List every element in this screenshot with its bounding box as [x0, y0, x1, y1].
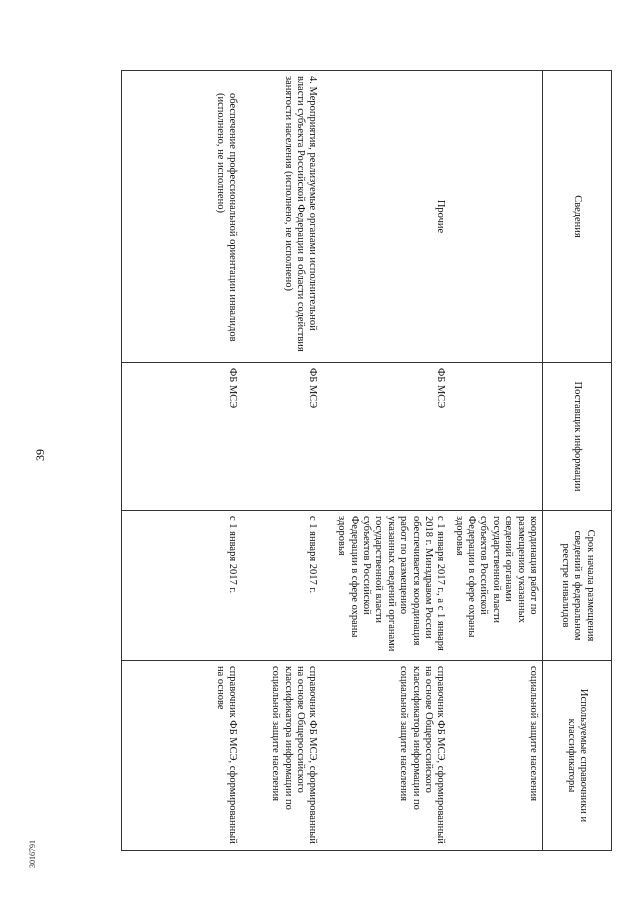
cell-postavshik: ФБ МСЭ — [121, 363, 241, 511]
cell-postavshik: ФБ МСЭ — [241, 363, 321, 511]
cell-svedeniya: 4. Мероприятия, реализуемые органами исполнительной власти субъекта Российской Федерации в области содействия занятости населения (исполнено, не исполнено) — [241, 71, 321, 363]
header-srok: Срок начала размещения сведений в федеральном реестре инвалидов — [543, 511, 612, 661]
cell-spravochniki: справочник ФБ МСЭ, сформированный на основе Общероссийского классификатора информации по социальной защите населения — [241, 661, 321, 851]
cell-svedeniya: Прочие — [321, 71, 449, 363]
table-row — [449, 71, 542, 851]
cell-spravochniki: справочник ФБ МСЭ, сформированный на основе — [121, 661, 241, 851]
cell-srok: с 1 января 2017 г. — [121, 511, 241, 661]
cell-spravochniki: справочник ФБ МСЭ, сформированный на основе Общероссийского классификатора информации по социальной защите населения — [321, 661, 449, 851]
cell-spravochniki: социальной защите населения — [449, 661, 542, 851]
cell-postavshik — [449, 363, 542, 511]
table-row — [241, 71, 321, 851]
cell-svedeniya — [449, 71, 542, 363]
header-spravochniki: Используемые справочники и классификаторы — [543, 661, 612, 851]
cell-srok: координация работ по размещению указанных сведений органами государственной власти субъектов Российской Федерации в сфере охраны здоровья — [449, 511, 542, 661]
footer-document-code: 3016791 — [28, 840, 37, 868]
document-table — [121, 70, 612, 851]
table-header-row — [543, 71, 612, 851]
cell-srok: с 1 января 2017 г. — [241, 511, 321, 661]
cell-svedeniya: обеспечение профессиональной ориентации инвалидов (исполнено, не исполнено) — [121, 71, 241, 363]
header-postavshik: Поставщик информации — [543, 363, 612, 511]
cell-postavshik: ФБ МСЭ — [321, 363, 449, 511]
cell-srok: с 1 января 2017 г., а с 1 января 2018 г. Минздравом России обеспечивается координация работ по размещению указанных сведений органами государственной власти субъектов Российской Федерации в сфере охраны здоровья — [321, 511, 449, 661]
rotated-page-content — [52, 70, 612, 850]
table-row — [121, 71, 241, 851]
table-row — [321, 71, 449, 851]
page-number: 39 — [33, 449, 47, 461]
header-svedeniya: Сведения — [543, 71, 612, 363]
